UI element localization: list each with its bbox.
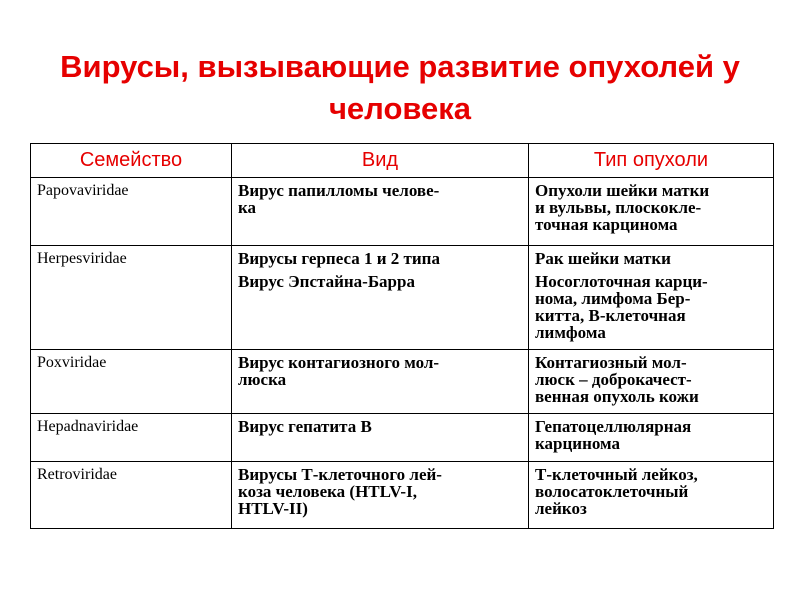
oncogenic-viruses-table (30, 143, 774, 529)
species-line: коза человека (HTLV-I, (238, 482, 417, 501)
tumor-cell (529, 178, 774, 246)
tumor-line: китта, В-клеточная (535, 306, 686, 325)
table-row (31, 462, 774, 529)
tumor-line: Т-клеточный лейкоз, (535, 465, 698, 484)
header-family: Семейство (31, 144, 232, 178)
family-cell (31, 246, 232, 350)
header-species: Вид (232, 144, 529, 178)
family-name: Herpesviridae (37, 250, 127, 267)
table-row (31, 178, 774, 246)
tumor-line: лейкоз (535, 499, 587, 518)
tumor-cell (529, 462, 774, 529)
table-row (31, 414, 774, 462)
tumor-line: Рак шейки матки (535, 249, 671, 268)
family-cell (31, 350, 232, 414)
species-cell (232, 246, 529, 350)
table-row (31, 246, 774, 350)
species-line: HTLV-II) (238, 499, 308, 518)
family-name: Retroviridae (37, 466, 117, 483)
tumor-line: Опухоли шейки матки (535, 181, 710, 200)
tumor-line: венная опухоль кожи (535, 387, 699, 406)
tumor-cell (529, 414, 774, 462)
tumor-line: Гепатоцеллюлярная (535, 417, 692, 436)
species-line: Вирус папилломы челове- (238, 181, 440, 200)
page-title (20, 46, 780, 130)
species-cell (232, 350, 529, 414)
species-line: Вирус Эпстайна-Барра (238, 272, 415, 291)
tumor-cell (529, 246, 774, 350)
tumor-line: карцинома (535, 434, 621, 453)
tumor-line: точная карцинома (535, 215, 678, 234)
family-cell (31, 178, 232, 246)
tumor-line: лимфома (535, 323, 606, 342)
species-line: Вирус контагиозного мол- (238, 353, 440, 372)
species-cell (232, 462, 529, 529)
species-line: Вирусы Т-клеточного лей- (238, 465, 442, 484)
species-line: люска (238, 370, 287, 389)
tumor-line: волосатоклеточный (535, 482, 689, 501)
tumor-line: люск – доброкачест- (535, 370, 692, 389)
tumor-line: Контагиозный мол- (535, 353, 687, 372)
table-header-row (31, 144, 774, 178)
family-name: Hepadnaviridae (37, 418, 139, 435)
species-line: Вирусы герпеса 1 и 2 типа (238, 249, 440, 268)
species-line: ка (238, 198, 257, 217)
header-tumor-type: Тип опухоли (529, 144, 774, 178)
tumor-line: Носоглоточная карци- (535, 272, 708, 291)
title-line-2: человека (328, 91, 472, 126)
family-cell (31, 414, 232, 462)
tumor-cell (529, 350, 774, 414)
tumor-line: нома, лимфома Бер- (535, 289, 691, 308)
table-row (31, 350, 774, 414)
family-name: Poxviridae (37, 354, 107, 371)
title-line-1: Вирусы, вызывающие развитие опухолей у (60, 49, 740, 84)
species-cell (232, 414, 529, 462)
tumor-line: и вульвы, плоскокле- (535, 198, 702, 217)
species-line: Вирус гепатита В (238, 417, 372, 436)
species-cell (232, 178, 529, 246)
family-name: Papovaviridae (37, 182, 129, 199)
family-cell (31, 462, 232, 529)
